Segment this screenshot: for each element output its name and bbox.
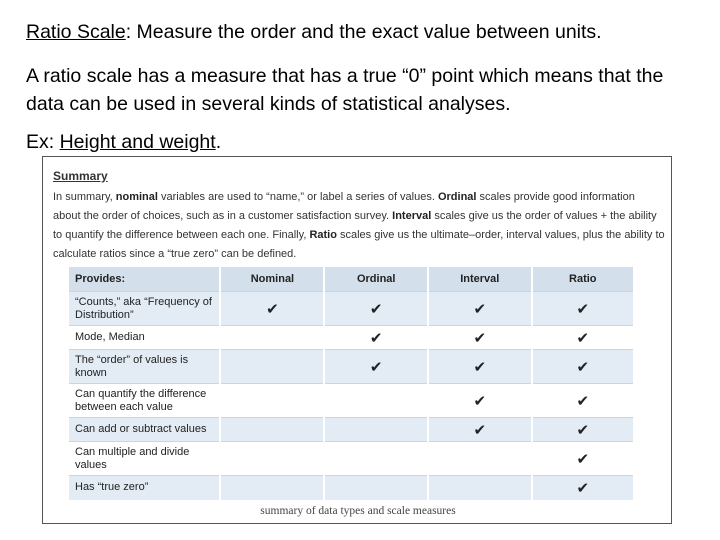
check-cell: ✔ [428,326,532,350]
header-interval: Interval [428,267,532,292]
summary-title: Summary [53,169,108,183]
example-text: Height and weight [59,131,216,153]
check-cell: ✔ [428,350,532,384]
table-row [69,350,634,384]
check-cell [220,326,324,350]
check-cell: ✔ [532,442,634,476]
check-cell: ✔ [532,418,634,442]
summary-text-2: variables are used to “name,” or label a series of values. [157,191,438,203]
heading-term: Ratio Scale [26,21,126,43]
summary-bold-interval: Interval [392,210,432,222]
check-cell: ✔ [532,350,634,384]
scale-comparison-table [69,267,635,500]
ratio-scale-description: A ratio scale has a measure that has a true “0” point which means that the data can be used in several kinds of statistical analyses. [26,65,664,115]
check-cell: ✔ [220,292,324,326]
summary-bold-ratio: Ratio [309,229,337,241]
check-cell: ✔ [428,292,532,326]
slide-heading [26,18,706,46]
table-row [69,418,634,442]
header-ratio: Ratio [532,267,634,292]
check-cell [324,384,428,418]
check-cell [428,442,532,476]
summary-text-4: scales give us the order of values + the ability to quantify the difference between each one. Finally, [53,210,657,241]
check-cell: ✔ [324,292,428,326]
heading-definition: : Measure the order and the exact value between units. [125,21,602,43]
check-cell [220,476,324,500]
check-cell: ✔ [324,350,428,384]
check-cell [324,476,428,500]
row-label: The “order” of values is known [69,350,220,384]
row-label: “Counts,” aka “Frequency of Distribution” [69,292,220,326]
check-cell: ✔ [532,476,634,500]
summary-text-1: In summary, [53,191,116,203]
row-label: Mode, Median [69,326,220,350]
row-label: Can multiple and divide values [69,442,220,476]
row-label: Has “true zero” [69,476,220,500]
example-prefix: Ex: [26,131,60,153]
summary-paragraph [53,188,665,264]
check-cell: ✔ [532,292,634,326]
check-cell [220,418,324,442]
table-row [69,442,634,476]
header-provides: Provides: [69,267,220,292]
check-cell [324,418,428,442]
check-cell [428,476,532,500]
header-nominal: Nominal [220,267,324,292]
check-cell [220,384,324,418]
check-cell [220,442,324,476]
summary-bold-nominal: nominal [115,191,158,203]
check-cell: ✔ [324,326,428,350]
table-header-row [69,267,634,292]
summary-text-5: scales give us the ultimate–order, interval values, plus the ability to calculate ratios since a “true zero” can be defined. [53,229,665,260]
example-line [26,128,706,156]
table-row [69,476,634,500]
check-cell [324,442,428,476]
row-label: Can quantify the difference between each value [69,384,220,418]
row-label: Can add or subtract values [69,418,220,442]
figure-caption: summary of data types and scale measures [260,505,456,517]
summary-figure [42,156,672,524]
check-cell [220,350,324,384]
check-cell: ✔ [428,384,532,418]
table-row [69,292,634,326]
header-ordinal: Ordinal [324,267,428,292]
table-row [69,326,634,350]
summary-text-3: scales provide good information about the order of choices, such as in a customer satisfaction survey. [53,191,635,222]
example-suffix: . [215,131,222,153]
check-cell: ✔ [532,326,634,350]
check-cell: ✔ [428,418,532,442]
table-row [69,384,634,418]
summary-bold-ordinal: Ordinal [437,191,477,203]
check-cell: ✔ [532,384,634,418]
